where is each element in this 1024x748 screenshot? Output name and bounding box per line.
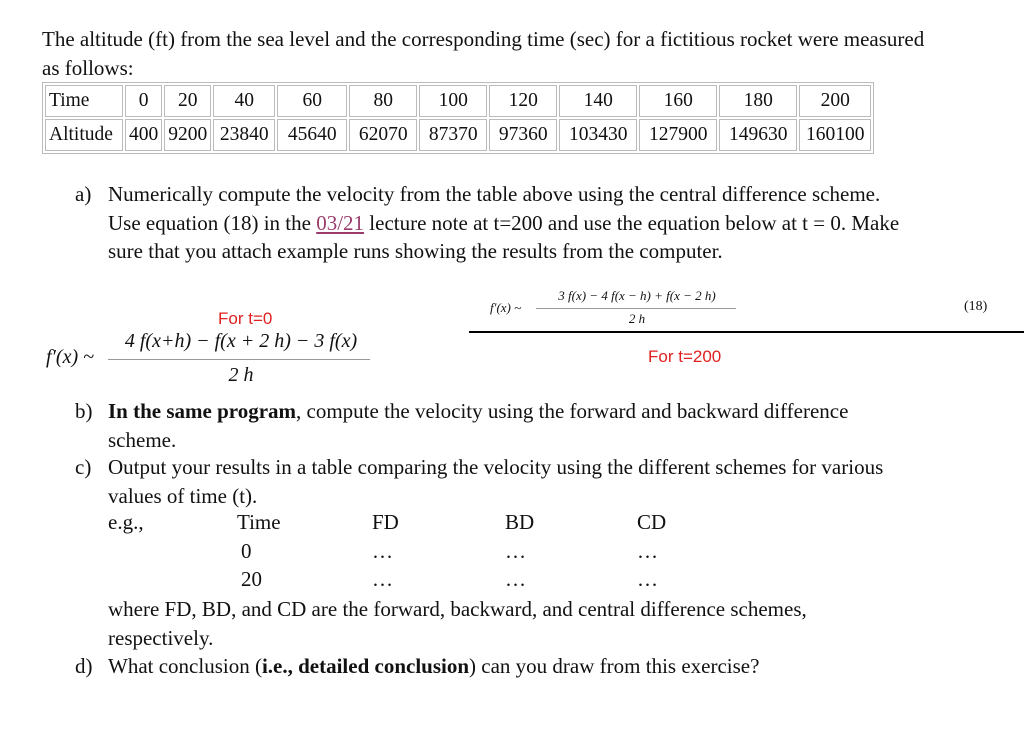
table-cell: 87370 <box>419 119 487 151</box>
table-cell: 0 <box>125 85 162 117</box>
table-cell: 400 <box>125 119 162 151</box>
question-d-part1: What conclusion ( <box>108 654 262 678</box>
eq18-fraction-bar <box>536 308 736 309</box>
table-cell: 160100 <box>799 119 871 151</box>
table-cell: 100 <box>419 85 487 117</box>
eg-col-cd: CD <box>637 510 667 534</box>
question-a-text <box>108 180 908 266</box>
table-cell: 9200 <box>164 119 211 151</box>
table-row <box>45 119 871 151</box>
question-d-bold: i.e., detailed conclusion <box>261 654 470 678</box>
table-row <box>45 85 871 117</box>
altitude-time-table <box>42 82 874 154</box>
table-cell: 149630 <box>719 119 797 151</box>
caption-t200: For t=200 <box>648 347 722 366</box>
question-b-bold: In the same program <box>108 399 297 423</box>
eg-label: e.g., <box>108 510 144 534</box>
table-cell: 80 <box>349 85 417 117</box>
table-cell: 140 <box>559 85 637 117</box>
eg-cell: … <box>637 567 658 591</box>
table-cell: 62070 <box>349 119 417 151</box>
question-c-text: Output your results in a table comparing the velocity using the different schemes for various values of time (t). <box>108 455 884 508</box>
t0-denominator: 2 h <box>228 364 254 386</box>
eg-cell: 0 <box>241 539 252 563</box>
eg-col-time: Time <box>237 510 281 534</box>
question-b-rest: , compute the velocity using the forward and backward difference scheme. <box>108 399 849 452</box>
item-label: a) <box>75 182 92 206</box>
table-cell: 40 <box>213 85 275 117</box>
eq18-numerator: 3 f(x) − 4 f(x − h) + f(x − 2 h) <box>558 288 716 303</box>
question-a-part2: lecture note at t=200 and use the equation below at t = 0. Make sure that you attach example runs showing the results from the computer. <box>108 210 900 263</box>
caption-t0: For t=0 <box>218 309 273 328</box>
eg-cell: 20 <box>241 567 262 591</box>
table-cell: 103430 <box>559 119 637 151</box>
eg-cell: … <box>372 539 393 563</box>
eg-col-fd: FD <box>372 510 399 534</box>
item-label: c) <box>75 455 92 479</box>
question-a <box>75 180 905 300</box>
lecture-note-link[interactable]: 03/21 <box>316 210 365 235</box>
item-label: d) <box>75 654 93 678</box>
eg-cell: … <box>372 567 393 591</box>
question-c-after: where FD, BD, and CD are the forward, backward, and central difference schemes, respectively. <box>108 597 807 650</box>
eq18-lhs: f′(x) ~ <box>490 300 522 315</box>
eg-col-bd: BD <box>505 510 535 534</box>
question-d-text <box>108 652 908 681</box>
question-c <box>75 453 905 513</box>
table-cell: 127900 <box>639 119 717 151</box>
table-cell: 200 <box>799 85 871 117</box>
equation-number: (18) <box>964 299 988 314</box>
t0-fraction-bar <box>108 359 370 360</box>
table-cell: 97360 <box>489 119 557 151</box>
table-cell: 23840 <box>213 119 275 151</box>
eg-cell: … <box>505 567 526 591</box>
table-cell: 160 <box>639 85 717 117</box>
row-header-altitude: Altitude <box>45 119 123 151</box>
eg-cell: … <box>505 539 526 563</box>
question-a-part1: Numerically compute the velocity from the table above using the central difference scheme. Use equation (18) in the <box>108 182 881 235</box>
question-b-text <box>108 397 908 454</box>
table-cell: 120 <box>489 85 557 117</box>
intro-paragraph: The altitude (ft) from the sea level and the corresponding time (sec) for a fictitious rocket were measured as follows: <box>42 27 925 80</box>
table-cell: 20 <box>164 85 211 117</box>
row-header-time: Time <box>45 85 123 117</box>
question-d <box>75 652 905 682</box>
table-cell: 45640 <box>277 119 347 151</box>
question-b <box>75 397 905 455</box>
t0-lhs: f′(x) ~ <box>46 346 94 368</box>
table-cell: 180 <box>719 85 797 117</box>
eq18-denominator: 2 h <box>628 311 646 326</box>
t0-numerator: 4 f(x+h) − f(x + 2 h) − 3 f(x) <box>124 330 358 352</box>
eg-cell: … <box>637 539 658 563</box>
item-label: b) <box>75 399 93 423</box>
question-d-part2: ) can you draw from this exercise? <box>469 654 760 678</box>
section-divider <box>469 331 1024 333</box>
table-cell: 60 <box>277 85 347 117</box>
